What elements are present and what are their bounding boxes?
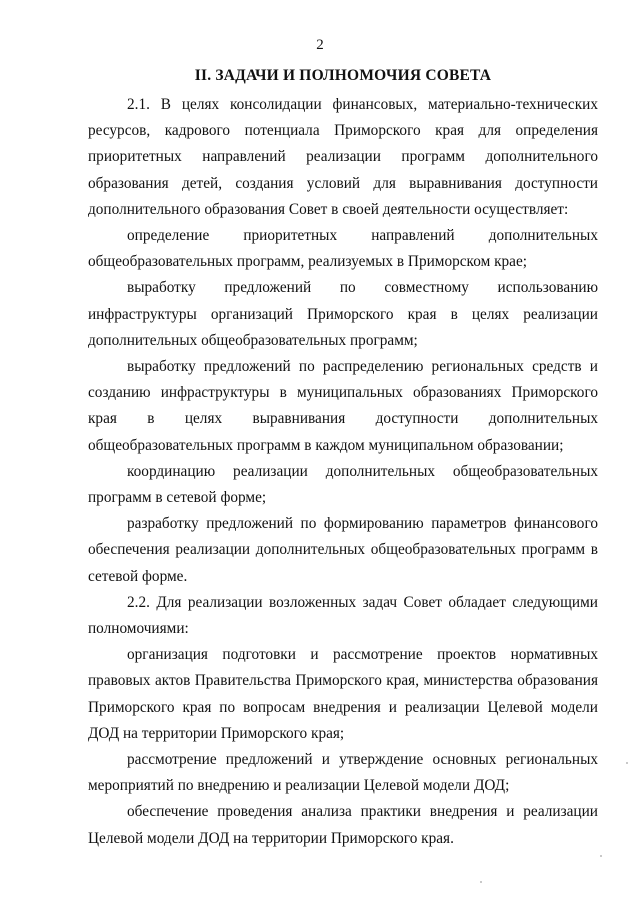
list-item-regional-events: рассмотрение предложений и утверждение основных региональных мероприятий по внедрению и реализации Целевой модели ДОД;: [88, 751, 598, 795]
list-item-draft-acts: организация подготовки и рассмотрение проектов нормативных правовых актов Правительства Приморского края, министерства образования Приморского края по вопросам внедрения и реализации Целевой модели ДОД на территории Приморского края;: [88, 646, 598, 742]
list-item-practice-analysis: обеспечение проведения анализа практики внедрения и реализации Целевой модели ДОД на территории Приморского края.: [88, 803, 598, 847]
scan-speck: [480, 881, 482, 883]
list-item-coordination: координацию реализации дополнительных общеобразовательных программ в сетевой форме;: [88, 462, 598, 507]
list-item-priority-directions: определение приоритетных направлений дополнительных общеобразовательных программ, реализуемых в Приморском крае;: [88, 227, 598, 271]
section-title: II. ЗАДАЧИ И ПОЛНОМОЧИЯ СОВЕТА: [194, 67, 492, 84]
list-item-infrastructure-sharing: выработку предложений по совместному использованию инфраструктуры организаций Приморского края в целях реализации дополнительных общеобразовательных программ;: [88, 279, 598, 349]
scan-speck: [600, 855, 602, 857]
list-item-regional-funds: выработку предложений по распределению региональных средств и созданию инфраструктуры в муниципальных образованиях Приморского края в целях выравнивания доступности дополнительных общеобразовательных программ в каждом муниципальном образовании;: [88, 358, 598, 454]
paragraph-2-1: 2.1. В целях консолидации финансовых, материально-технических ресурсов, кадрового потенциала Приморского края для определения приоритетных направлений реализации программ дополнительного образования детей, создания условий для выравнивания доступности дополнительного образования Совет в своей деятельности осуществляет:: [88, 96, 598, 218]
list-item-financial-parameters: разработку предложений по формированию параметров финансового обеспечения реализации дополнительных общеобразовательных программ в сетевой форме.: [88, 515, 598, 585]
paragraph-2-2: 2.2. Для реализации возложенных задач Совет обладает следующими полномочиями:: [88, 593, 598, 638]
page-number: 2: [316, 37, 324, 53]
scan-speck: [626, 762, 628, 764]
document-body: [88, 92, 598, 852]
